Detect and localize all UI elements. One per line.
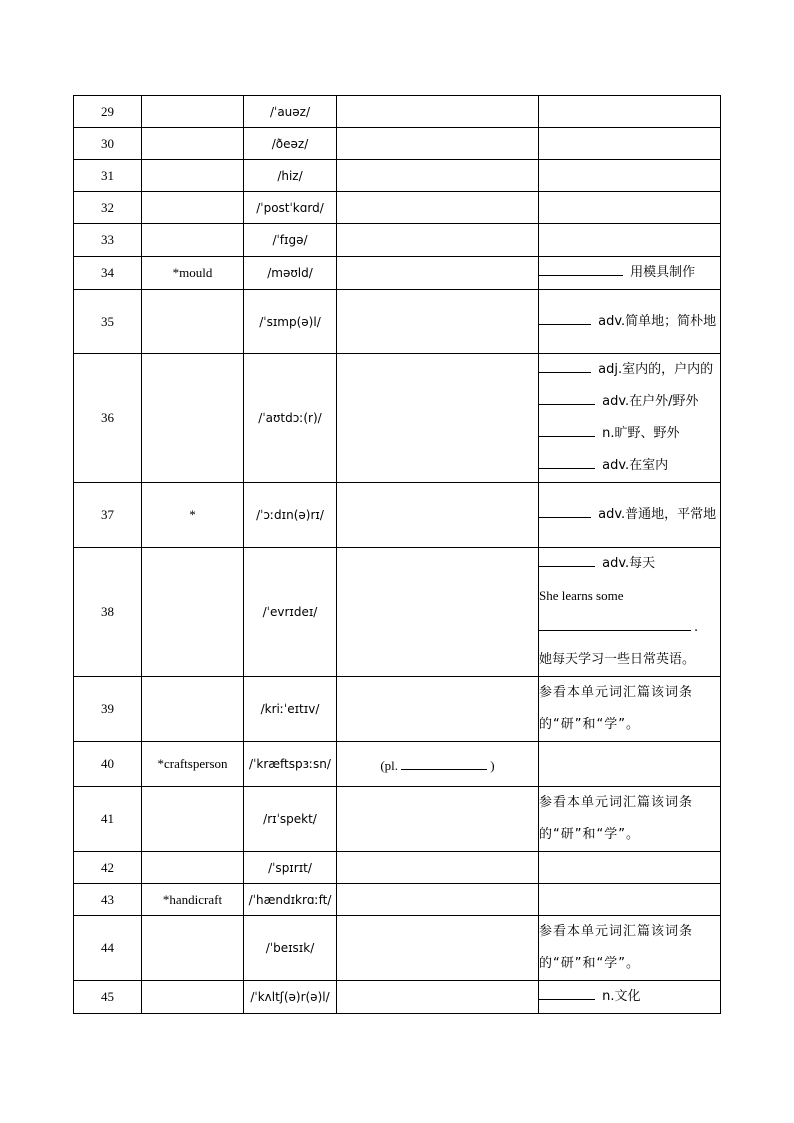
fill-blank[interactable] [539, 616, 691, 631]
note-cell [539, 224, 721, 257]
table-row [74, 787, 721, 852]
plural-close: ) [490, 757, 495, 773]
note-cell [539, 677, 721, 742]
table-row [74, 160, 721, 192]
phonetic-cell: /ˈaʊtdɔː(r)/ [244, 354, 337, 483]
table-row [74, 916, 721, 981]
phonetic-cell: /ˈevrɪdeɪ/ [244, 548, 337, 677]
word-cell[interactable] [142, 916, 244, 981]
part-of-speech-cell[interactable] [337, 257, 539, 290]
note-cell [539, 128, 721, 160]
example-translation: 她每天学习一些日常英语。 [539, 652, 696, 667]
word-cell[interactable] [142, 852, 244, 884]
part-of-speech-cell[interactable] [337, 981, 539, 1014]
note-cell [539, 160, 721, 192]
row-number: 30 [74, 128, 142, 160]
note-cell [539, 548, 721, 677]
note-cell [539, 981, 721, 1014]
note-reference: 参看本单元词汇篇该词条的“研”和“学”。 [539, 685, 694, 732]
note-cell [539, 354, 721, 483]
table-row [74, 290, 721, 354]
row-number: 35 [74, 290, 142, 354]
table-row [74, 742, 721, 787]
word-cell[interactable] [142, 548, 244, 677]
word-cell[interactable] [142, 787, 244, 852]
note-reference: 参看本单元词汇篇该词条的“研”和“学”。 [539, 924, 694, 971]
note-text: 用模具制作 [630, 265, 696, 280]
phonetic-cell: /ˈsɪmp(ə)l/ [244, 290, 337, 354]
note-cell [539, 852, 721, 884]
word-cell: *craftsperson [142, 742, 244, 787]
row-number: 36 [74, 354, 142, 483]
phonetic-cell: /ðeəz/ [244, 128, 337, 160]
word-cell[interactable] [142, 677, 244, 742]
note-text: n.旷野、野外 [602, 426, 680, 441]
table-row [74, 128, 721, 160]
fill-blank[interactable] [539, 358, 591, 373]
phonetic-cell: /ˈpostˈkɑrd/ [244, 192, 337, 224]
part-of-speech-cell[interactable] [337, 884, 539, 916]
table-row [74, 884, 721, 916]
part-of-speech-cell[interactable] [337, 224, 539, 257]
part-of-speech-cell[interactable] [337, 160, 539, 192]
note-cell [539, 257, 721, 290]
word-cell: * [142, 483, 244, 548]
example-sentence: She learns some [539, 588, 624, 603]
note-cell [539, 290, 721, 354]
word-cell[interactable] [142, 128, 244, 160]
note-text: adv.每天 [602, 556, 656, 571]
note-reference: 参看本单元词汇篇该词条的“研”和“学”。 [539, 795, 694, 842]
table-row [74, 192, 721, 224]
fill-blank[interactable] [539, 454, 595, 469]
note-cell [539, 96, 721, 128]
word-cell[interactable] [142, 160, 244, 192]
fill-blank[interactable] [539, 310, 591, 325]
word-cell: *handicraft [142, 884, 244, 916]
fill-blank[interactable] [539, 390, 595, 405]
part-of-speech-cell [337, 742, 539, 787]
fill-blank[interactable] [539, 261, 623, 276]
part-of-speech-cell[interactable] [337, 96, 539, 128]
row-number: 39 [74, 677, 142, 742]
row-number: 41 [74, 787, 142, 852]
phonetic-cell: /ˈɔːdɪn(ə)rɪ/ [244, 483, 337, 548]
note-cell [539, 742, 721, 787]
table-row [74, 257, 721, 290]
row-number: 45 [74, 981, 142, 1014]
phonetic-cell: /ˈauəz/ [244, 96, 337, 128]
plural-label: (pl. [380, 757, 399, 773]
table-row [74, 852, 721, 884]
fill-blank[interactable] [539, 503, 591, 518]
table-row [74, 224, 721, 257]
row-number: 40 [74, 742, 142, 787]
phonetic-cell: /hiz/ [244, 160, 337, 192]
part-of-speech-cell[interactable] [337, 916, 539, 981]
part-of-speech-cell[interactable] [337, 483, 539, 548]
part-of-speech-cell[interactable] [337, 677, 539, 742]
phonetic-cell: /rɪˈspekt/ [244, 787, 337, 852]
part-of-speech-cell[interactable] [337, 852, 539, 884]
word-cell: *mould [142, 257, 244, 290]
part-of-speech-cell[interactable] [337, 290, 539, 354]
row-number: 34 [74, 257, 142, 290]
note-text: adv.普通地，平常地 [598, 507, 717, 522]
row-number: 33 [74, 224, 142, 257]
phonetic-cell: /ˈspɪrɪt/ [244, 852, 337, 884]
word-cell[interactable] [142, 290, 244, 354]
table-row [74, 548, 721, 677]
word-cell[interactable] [142, 981, 244, 1014]
row-number: 43 [74, 884, 142, 916]
note-cell [539, 916, 721, 981]
fill-blank[interactable] [401, 755, 487, 770]
phonetic-cell: /məʊld/ [244, 257, 337, 290]
row-number: 42 [74, 852, 142, 884]
phonetic-cell: /ˈfɪgə/ [244, 224, 337, 257]
fill-blank[interactable] [539, 985, 595, 1000]
table-row [74, 981, 721, 1014]
phonetic-cell: /ˈhændɪkrɑːft/ [244, 884, 337, 916]
phonetic-cell: /ˈkræftspɜːsn/ [244, 742, 337, 787]
phonetic-cell: /ˈbeɪsɪk/ [244, 916, 337, 981]
row-number: 32 [74, 192, 142, 224]
part-of-speech-cell[interactable] [337, 787, 539, 852]
note-text: adj.室内的，户内的 [598, 362, 714, 377]
part-of-speech-cell[interactable] [337, 548, 539, 677]
note-cell [539, 787, 721, 852]
vocabulary-table [73, 95, 721, 1014]
fill-blank[interactable] [539, 552, 595, 567]
note-text: n.文化 [602, 989, 641, 1004]
row-number: 38 [74, 548, 142, 677]
part-of-speech-cell[interactable] [337, 354, 539, 483]
word-cell[interactable] [142, 96, 244, 128]
fill-blank[interactable] [539, 422, 595, 437]
note-text: adv.在户外/野外 [602, 394, 699, 409]
phonetic-cell: /kriːˈeɪtɪv/ [244, 677, 337, 742]
table-row [74, 96, 721, 128]
phonetic-cell: /ˈkʌltʃ(ə)r(ə)l/ [244, 981, 337, 1014]
table-row [74, 354, 721, 483]
note-cell [539, 192, 721, 224]
row-number: 31 [74, 160, 142, 192]
word-cell[interactable] [142, 192, 244, 224]
table-row [74, 483, 721, 548]
note-cell [539, 483, 721, 548]
note-text: adv.简单地；简朴地 [598, 313, 717, 329]
row-number: 37 [74, 483, 142, 548]
example-period: . [694, 620, 699, 635]
word-cell[interactable] [142, 354, 244, 483]
note-cell [539, 884, 721, 916]
word-cell[interactable] [142, 224, 244, 257]
row-number: 29 [74, 96, 142, 128]
row-number: 44 [74, 916, 142, 981]
note-text: adv.在室内 [602, 458, 669, 473]
part-of-speech-cell[interactable] [337, 128, 539, 160]
part-of-speech-cell[interactable] [337, 192, 539, 224]
table-row [74, 677, 721, 742]
